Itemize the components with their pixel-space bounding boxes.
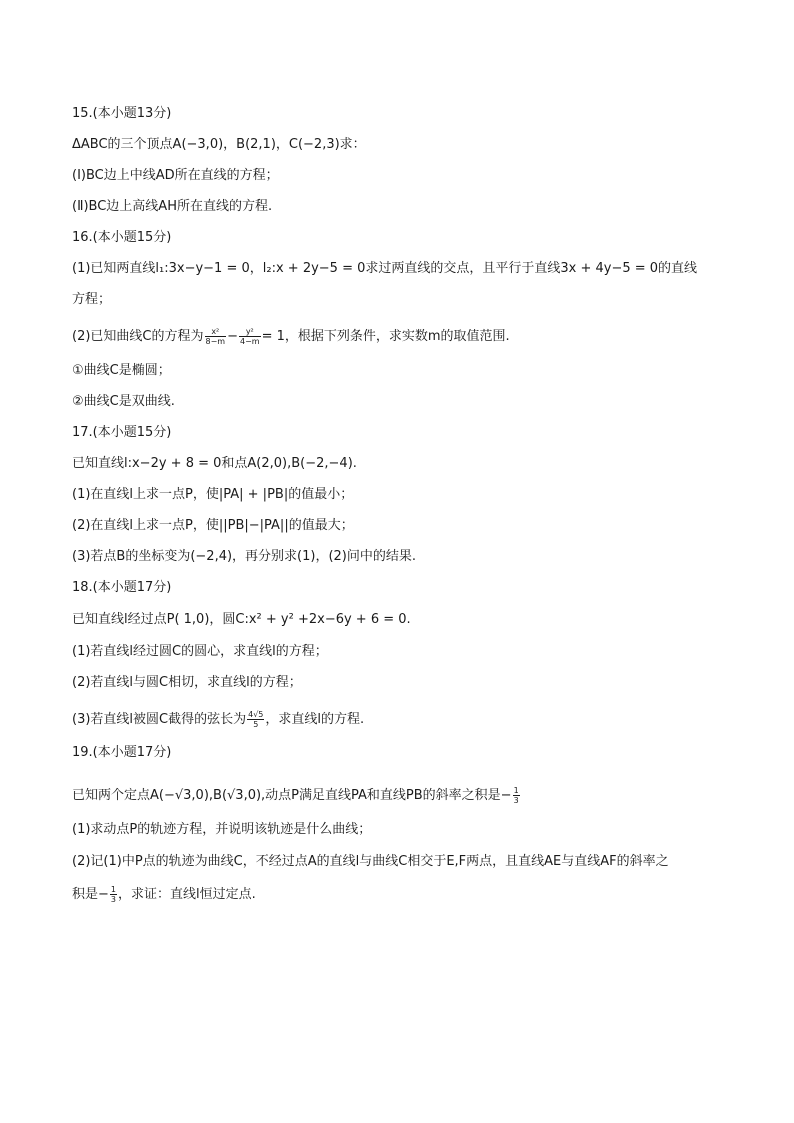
question-heading: 18.(本小题17分): [72, 580, 172, 595]
fraction-numerator: y²: [239, 327, 261, 337]
text-line: ΔABC的三个顶点A(−3,0)，B(2,1)，C(−2,3)求：: [72, 137, 366, 152]
fraction-denominator: 3: [513, 796, 519, 805]
fraction: [513, 786, 520, 805]
text-segment: = 1，根据下列条件，求实数m的取值范围.: [261, 329, 510, 344]
fraction-denominator: 3: [110, 895, 116, 904]
text-segment: 已知两个定点A(−√3,0),B(√3,0),动点P满足直线PA和直线PB的斜率之积是−: [72, 788, 512, 803]
fraction-denominator: 5: [253, 720, 259, 729]
text-segment: (2)已知曲线C的方程为: [72, 329, 204, 344]
question-heading: 19.(本小题17分): [72, 745, 172, 760]
text-line: (Ⅱ)BC边上高线AH所在直线的方程.: [72, 199, 273, 214]
text-line: (3)若点B的坐标变为(−2,4)，再分别求(1)，(2)问中的结果.: [72, 549, 417, 564]
fraction-numerator: 4√5: [248, 710, 264, 719]
text-line: [72, 327, 510, 346]
text-line: 已知直线l:x−2y + 8 = 0和点A(2,0),B(−2,−4).: [72, 456, 357, 471]
text-line: (2)在直线l上求一点P，使||PB|−|PA||的值最大；: [72, 518, 354, 533]
text-line: [72, 786, 521, 805]
question-heading: 15.(本小题13分): [72, 106, 172, 121]
text-line: (2)若直线l与圆C相切，求直线l的方程；: [72, 675, 302, 690]
text-segment: ，求证：直线l恒过定点.: [118, 887, 256, 902]
fraction-numerator: 1: [110, 885, 116, 894]
question-heading: 17.(本小题15分): [72, 425, 172, 440]
text-line: (1)若直线l经过圆C的圆心，求直线l的方程；: [72, 644, 328, 659]
fraction-numerator: 1: [513, 786, 519, 795]
fraction-denominator: 4−m: [240, 337, 260, 346]
text-segment: −: [227, 329, 238, 344]
text-line: (1)在直线l上求一点P，使|PA| + |PB|的值最小；: [72, 487, 354, 502]
text-line: [72, 710, 364, 729]
fraction: [205, 327, 227, 346]
text-segment: ，求直线l的方程.: [265, 712, 365, 727]
text-segment: (3)若直线l被圆C截得的弦长为: [72, 712, 247, 727]
question-heading: 16.(本小题15分): [72, 230, 172, 245]
text-line: (2)记(1)中P点的轨迹为曲线C，不经过点A的直线l与曲线C相交于E,F两点，且直线AE与直线AF的斜率之: [72, 854, 669, 869]
text-line: (1)已知两直线l₁:3x−y−1 = 0，l₂:x + 2y−5 = 0求过两直线的交点，且平行于直线3x + 4y−5 = 0的直线: [72, 261, 698, 276]
fraction: [110, 885, 117, 904]
text-line: ②曲线C是双曲线.: [72, 394, 175, 409]
text-line: ①曲线C是椭圆；: [72, 363, 171, 378]
text-line: (Ⅰ)BC边上中线AD所在直线的方程；: [72, 168, 279, 183]
fraction-numerator: x²: [205, 327, 227, 337]
fraction-denominator: 8−m: [205, 337, 226, 346]
text-line: 方程；: [72, 292, 112, 307]
text-segment: 积是−: [72, 887, 109, 902]
text-line: [72, 885, 256, 904]
text-line: 已知直线l经过点P( 1,0)，圆C:x² + y² +2x−6y + 6 = 0.: [72, 612, 411, 627]
fraction: [239, 327, 261, 346]
text-line: (1)求动点P的轨迹方程，并说明该轨迹是什么曲线；: [72, 822, 372, 837]
fraction: [247, 710, 264, 729]
